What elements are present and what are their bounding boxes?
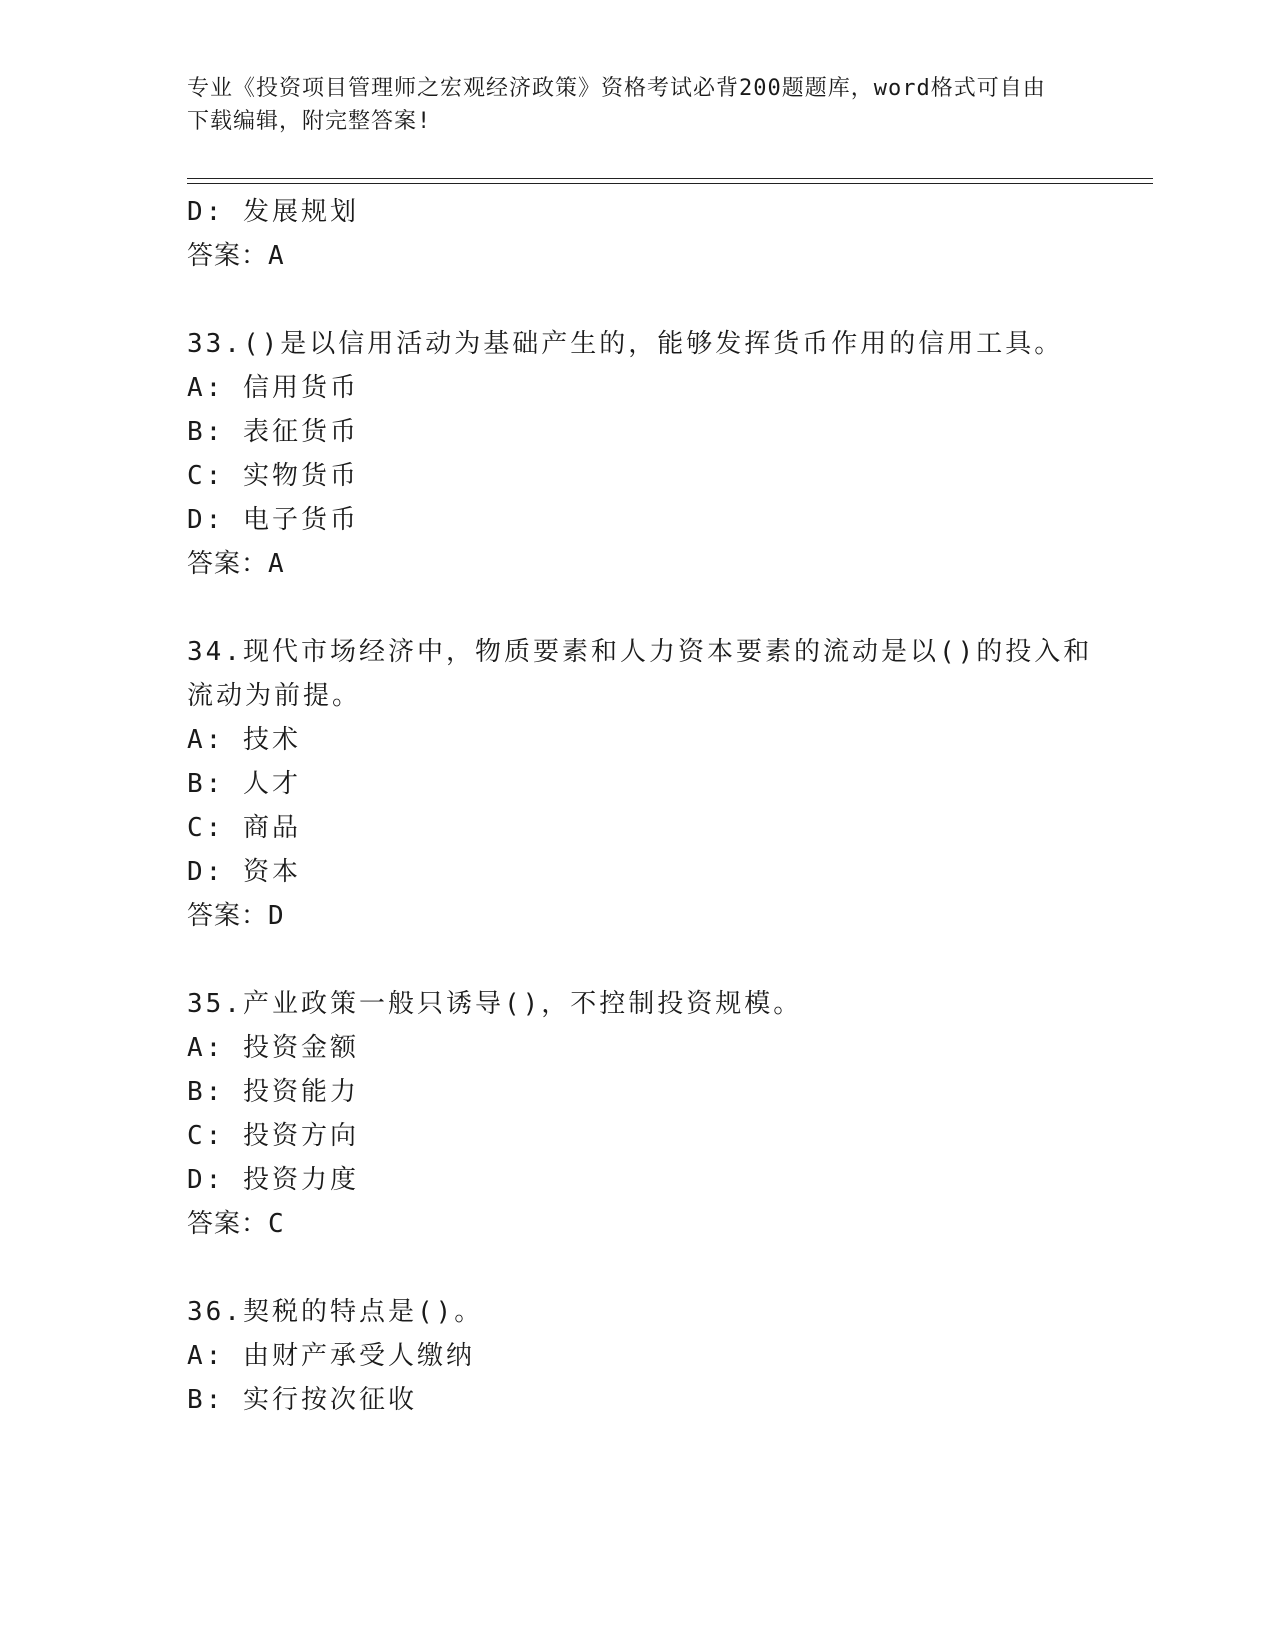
- option-a-q36: A: 由财产承受人缴纳: [187, 1341, 475, 1371]
- option-d-q34: D: 资本: [187, 857, 301, 887]
- question-33: 33.()是以信用活动为基础产生的，能够发挥货币作用的信用工具。: [187, 329, 1064, 359]
- answer-q34: 答案：D: [187, 901, 285, 931]
- option-b-q34: B: 人才: [187, 769, 301, 799]
- option-a-q34: A: 技术: [187, 725, 301, 755]
- option-c-q33: C: 实物货币: [187, 461, 359, 491]
- option-d-q33: D: 电子货币: [187, 505, 359, 535]
- answer-q32: 答案：A: [187, 241, 285, 271]
- option-d-q35: D: 投资力度: [187, 1165, 359, 1195]
- answer-q33: 答案：A: [187, 549, 285, 579]
- option-b-q33: B: 表征货币: [187, 417, 359, 447]
- header-rule-bottom: [187, 183, 1153, 184]
- question-34-line2: 流动为前提。: [187, 681, 362, 711]
- question-34-line1: 34.现代市场经济中，物质要素和人力资本要素的流动是以()的投入和: [187, 637, 1093, 667]
- answer-q35: 答案：C: [187, 1209, 285, 1239]
- option-a-q35: A: 投资金额: [187, 1033, 359, 1063]
- question-36: 36.契税的特点是()。: [187, 1297, 484, 1327]
- question-35: 35.产业政策一般只诱导()，不控制投资规模。: [187, 989, 803, 1019]
- header-rule-top: [187, 178, 1153, 179]
- option-c-q34: C: 商品: [187, 813, 301, 843]
- option-b-q35: B: 投资能力: [187, 1077, 359, 1107]
- option-a-q33: A: 信用货币: [187, 373, 359, 403]
- option-b-q36: B: 实行按次征收: [187, 1385, 417, 1415]
- document-header: 专业《投资项目管理师之宏观经济政策》资格考试必背200题题库，word格式可自由下载编辑，附完整答案!: [187, 76, 1046, 134]
- option-c-q35: C: 投资方向: [187, 1121, 359, 1151]
- option-d-q32: D: 发展规划: [187, 197, 359, 227]
